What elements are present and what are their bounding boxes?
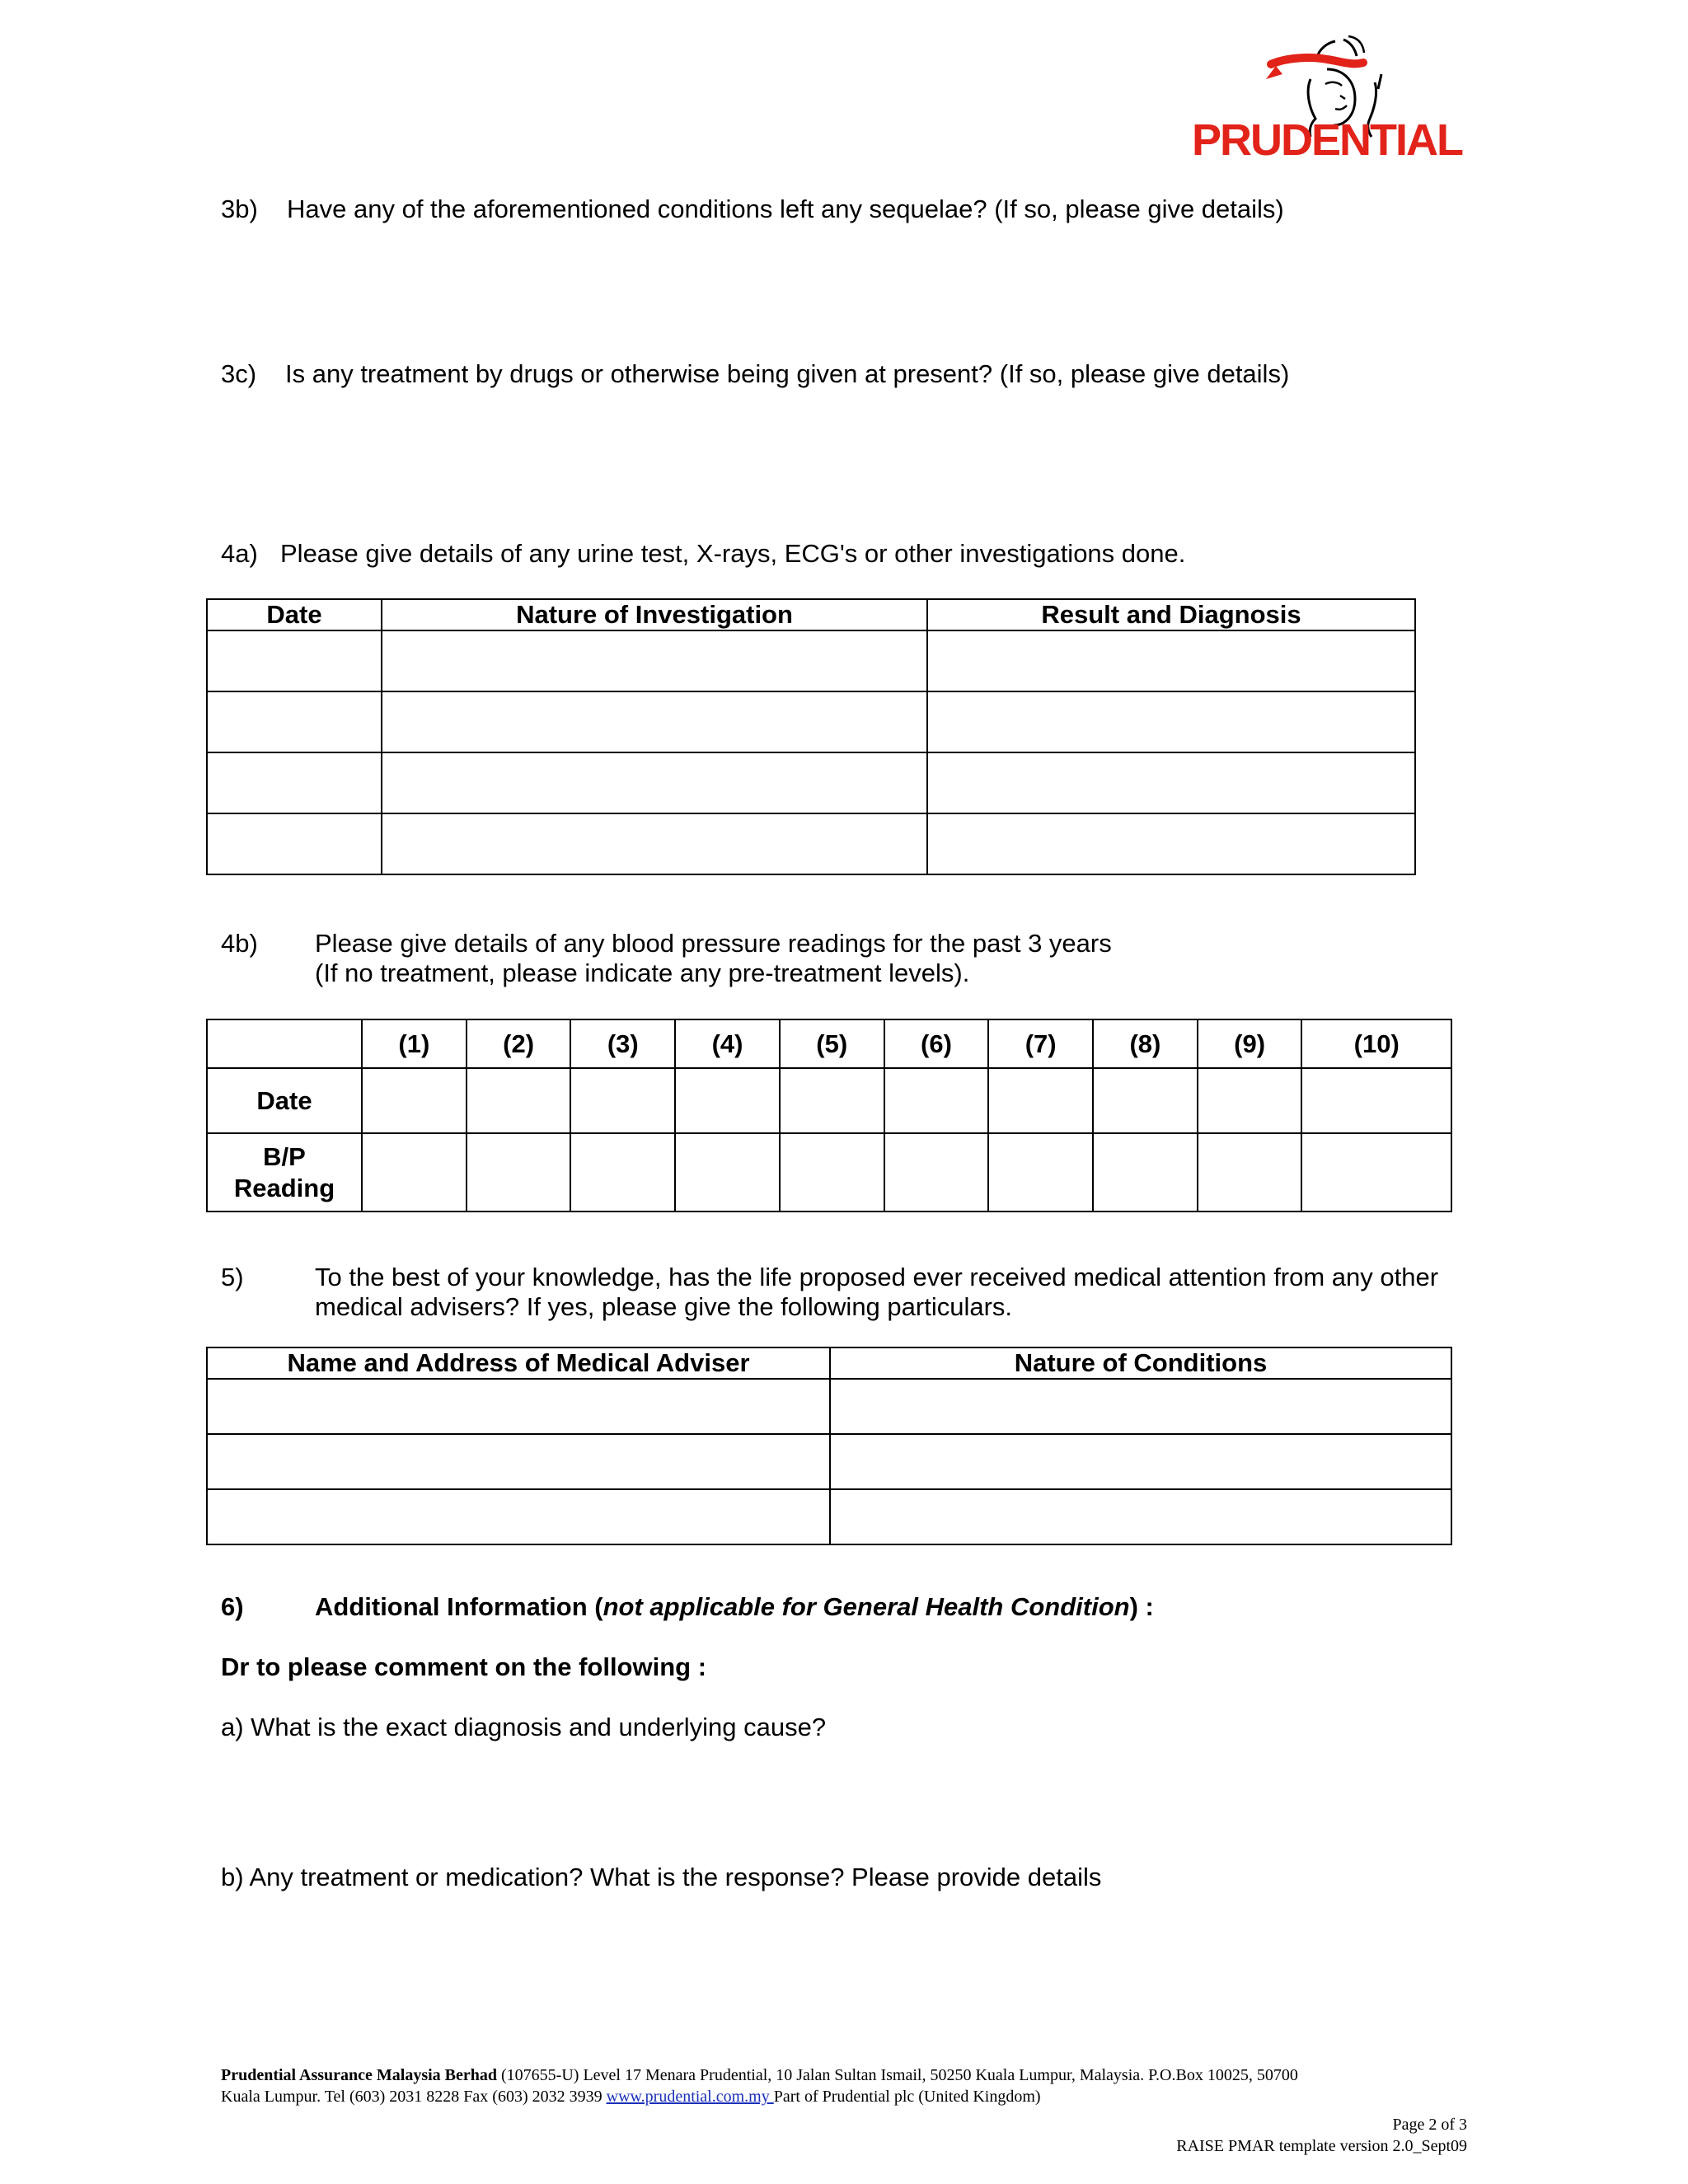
template-version: RAISE PMAR template version 2.0_Sept09 xyxy=(1176,2137,1467,2155)
table-row xyxy=(207,691,1415,752)
title-italic: not applicable for General Health Condition xyxy=(603,1592,1130,1621)
column-header: (1) xyxy=(362,1019,467,1068)
bp-date-cell[interactable] xyxy=(1301,1068,1451,1133)
table-row xyxy=(207,1434,1451,1489)
title-post: ) : xyxy=(1129,1592,1154,1621)
table-row-bp xyxy=(207,1133,1451,1212)
question-text-line1: Please give details of any blood pressure readings for the past 3 years xyxy=(315,929,1112,958)
investigations-table xyxy=(206,598,1416,875)
column-header: (2) xyxy=(467,1019,571,1068)
doctor-instruction: Dr to please comment on the following : xyxy=(221,1652,707,1681)
date-cell[interactable] xyxy=(207,752,382,813)
nature-cell[interactable] xyxy=(382,752,927,813)
column-header-adviser: Name and Address of Medical Adviser xyxy=(207,1347,830,1379)
column-header: (4) xyxy=(675,1019,780,1068)
company-address: (107655-U) Level 17 Menara Prudential, 10 Jalan Sultan Ismail, 50250 Kuala Lumpur, Malaysia. P.O.Box 10025, 50700 xyxy=(497,2066,1298,2084)
question-number: 3c) xyxy=(221,359,257,388)
corner-cell xyxy=(207,1019,362,1068)
row-header-bp-line1: B/P xyxy=(263,1141,306,1171)
adviser-cell[interactable] xyxy=(207,1379,830,1434)
bp-date-cell[interactable] xyxy=(570,1068,675,1133)
table-row xyxy=(207,1489,1451,1544)
adviser-cell[interactable] xyxy=(207,1434,830,1489)
bp-reading-cell[interactable] xyxy=(884,1133,989,1212)
column-header-result: Result and Diagnosis xyxy=(927,599,1415,630)
question-text: Have any of the aforementioned conditions left any sequelae? (If so, please give details) xyxy=(287,194,1284,223)
bp-date-cell[interactable] xyxy=(675,1068,780,1133)
question-text: Is any treatment by drugs or otherwise being given at present? (If so, please give details) xyxy=(285,359,1290,388)
date-cell[interactable] xyxy=(207,813,382,874)
question-title xyxy=(315,1592,1154,1622)
table-row-date xyxy=(207,1068,1451,1133)
bp-reading-cell[interactable] xyxy=(467,1133,571,1212)
result-cell[interactable] xyxy=(927,752,1415,813)
column-header: (8) xyxy=(1093,1019,1198,1068)
bp-reading-cell[interactable] xyxy=(1198,1133,1302,1212)
page-number: Page 2 of 3 xyxy=(1392,2116,1467,2134)
bp-date-cell[interactable] xyxy=(362,1068,467,1133)
contact-details: Kuala Lumpur. Tel (603) 2031 8228 Fax (603) 2032 3939 xyxy=(221,2088,607,2106)
footer-line2 xyxy=(221,2086,1474,2107)
conditions-cell[interactable] xyxy=(830,1379,1451,1434)
column-header-nature: Nature of Investigation xyxy=(382,599,927,630)
question-text-line1: To the best of your knowledge, has the life proposed ever received medical attention from any other xyxy=(315,1263,1439,1291)
column-header-conditions: Nature of Conditions xyxy=(830,1347,1451,1379)
bp-date-cell[interactable] xyxy=(1198,1068,1302,1133)
blood-pressure-table xyxy=(206,1019,1452,1212)
column-header: (7) xyxy=(988,1019,1093,1068)
bp-reading-cell[interactable] xyxy=(1301,1133,1451,1212)
title-pre: Additional Information ( xyxy=(315,1592,603,1621)
company-name: Prudential Assurance Malaysia Berhad xyxy=(221,2066,498,2084)
question-number: 3b) xyxy=(221,194,258,223)
question-text: Please give details of any urine test, X-rays, ECG's or other investigations done. xyxy=(280,539,1186,568)
date-cell[interactable] xyxy=(207,630,382,691)
website-link[interactable]: www.prudential.com.my xyxy=(606,2088,774,2106)
bp-reading-cell[interactable] xyxy=(1093,1133,1198,1212)
bp-reading-cell[interactable] xyxy=(675,1133,780,1212)
question-text-line2: medical advisers? If yes, please give the following particulars. xyxy=(315,1292,1013,1321)
row-header-date: Date xyxy=(207,1068,362,1133)
question-number: 4b) xyxy=(221,929,258,958)
conditions-cell[interactable] xyxy=(830,1434,1451,1489)
question-number: 4a) xyxy=(221,539,258,568)
adviser-cell[interactable] xyxy=(207,1489,830,1544)
table-row xyxy=(207,1379,1451,1434)
footer-line1 xyxy=(221,2064,1474,2086)
bp-date-cell[interactable] xyxy=(884,1068,989,1133)
bp-date-cell[interactable] xyxy=(988,1068,1093,1133)
column-header-date: Date xyxy=(207,599,382,630)
row-header-bp-reading xyxy=(207,1133,362,1212)
bp-date-cell[interactable] xyxy=(1093,1068,1198,1133)
table-row xyxy=(207,752,1415,813)
date-cell[interactable] xyxy=(207,691,382,752)
footer xyxy=(221,2064,1474,2157)
question-text-line2: (If no treatment, please indicate any pre-treatment levels). xyxy=(315,958,970,987)
row-header-bp-line2: Reading xyxy=(233,1173,335,1202)
table-row xyxy=(207,630,1415,691)
nature-cell[interactable] xyxy=(382,630,927,691)
bp-date-cell[interactable] xyxy=(780,1068,884,1133)
bp-reading-cell[interactable] xyxy=(362,1133,467,1212)
column-header: (3) xyxy=(570,1019,675,1068)
result-cell[interactable] xyxy=(927,813,1415,874)
nature-cell[interactable] xyxy=(382,691,927,752)
column-header: (6) xyxy=(884,1019,989,1068)
question-6b: b) Any treatment or medication? What is the response? Please provide details xyxy=(221,1863,1102,1891)
brand-wordmark: PRUDENTIAL xyxy=(1192,115,1462,165)
column-header: (9) xyxy=(1198,1019,1302,1068)
bp-reading-cell[interactable] xyxy=(570,1133,675,1212)
bp-reading-cell[interactable] xyxy=(780,1133,884,1212)
result-cell[interactable] xyxy=(927,691,1415,752)
question-6a: a) What is the exact diagnosis and underlying cause? xyxy=(221,1713,827,1741)
prudential-logo xyxy=(1187,33,1467,165)
question-number: 5) xyxy=(221,1263,244,1291)
conditions-cell[interactable] xyxy=(830,1489,1451,1544)
nature-cell[interactable] xyxy=(382,813,927,874)
result-cell[interactable] xyxy=(927,630,1415,691)
bp-reading-cell[interactable] xyxy=(988,1133,1093,1212)
column-header: (10) xyxy=(1301,1019,1451,1068)
medical-advisers-table xyxy=(206,1347,1452,1545)
question-number: 6) xyxy=(221,1592,244,1621)
table-row xyxy=(207,813,1415,874)
parent-company: Part of Prudential plc (United Kingdom) xyxy=(773,2088,1041,2106)
bp-date-cell[interactable] xyxy=(467,1068,571,1133)
column-header: (5) xyxy=(780,1019,884,1068)
